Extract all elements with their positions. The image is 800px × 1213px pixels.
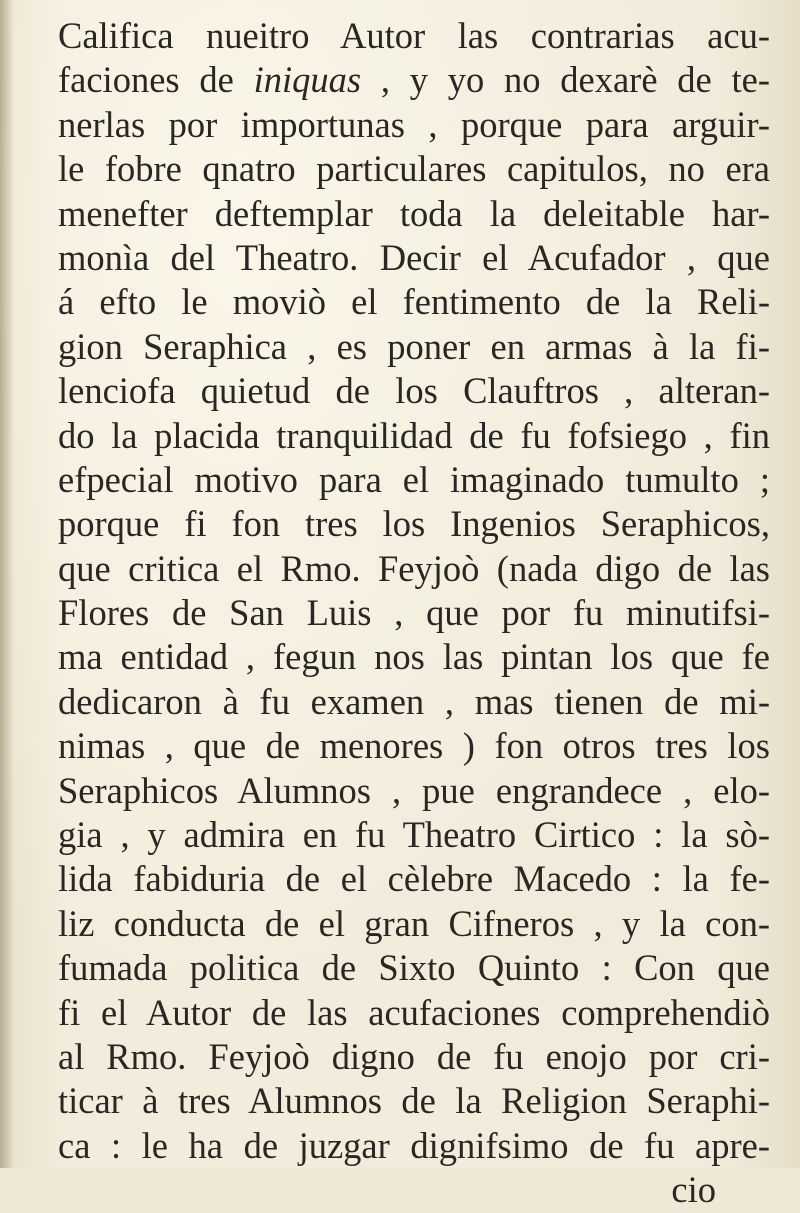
text-line: fi el Autor de las acufaciones comprehendiò xyxy=(58,991,770,1033)
text-line: ticar à tres Alumnos de la Religion Seraphi- xyxy=(58,1080,770,1122)
text-line: efpecial motivo para el imaginado tumulto ; xyxy=(58,458,770,500)
italic-word: iniquas xyxy=(253,59,362,101)
text-line: lenciofa quietud de los Clauftros , alteran- xyxy=(58,370,770,412)
text-line: Flores de San Luis , que por fu minutifsi- xyxy=(58,592,770,634)
catchword: cio xyxy=(671,1169,716,1211)
page-gutter-shadow xyxy=(0,0,14,1168)
text-line: Califica nueitro Autor las contrarias acu- xyxy=(58,15,770,56)
text-line: liz conducta de el gran Cifneros , y la con- xyxy=(58,902,770,944)
text-line: al Rmo. Feyjoò digno de fu enojo por cri- xyxy=(58,1035,770,1077)
text-line: ma entidad , fegun nos las pintan los que fe xyxy=(58,636,770,678)
text-line: á efto le moviò el fentimento de la Reli- xyxy=(58,281,770,323)
text-line: monìa del Theatro. Decir el Acufador , que xyxy=(58,236,770,278)
text-line: gia , y admira en fu Theatro Cirtico : la sò- xyxy=(58,814,770,856)
text-line: le fobre qnatro particulares capitulos, no era xyxy=(58,148,770,190)
page-text-block xyxy=(58,14,770,1213)
text-line: lida fabiduria de el cèlebre Macedo : la fe- xyxy=(58,858,770,900)
text-line: Seraphicos Alumnos , pue engrandece , elo- xyxy=(58,769,770,811)
text-line: nimas , que de menores ) fon otros tres los xyxy=(58,725,770,767)
text-line: dedicaron à fu examen , mas tienen de mi- xyxy=(58,680,770,722)
text-line: nerlas por importunas , porque para arguir- xyxy=(58,103,770,145)
text-line: que critica el Rmo. Feyjoò (nada digo de las xyxy=(58,547,770,589)
text-line: do la placida tranquilidad de fu fofsiego , fin xyxy=(58,414,770,456)
text-line: fumada politica de Sixto Quinto : Con que xyxy=(58,947,770,989)
text-line-start: faciones de xyxy=(58,59,254,101)
text-line: porque fi fon tres los Ingenios Seraphicos, xyxy=(58,503,770,545)
text-line xyxy=(58,58,770,102)
text-line: gion Seraphica , es poner en armas à la fi- xyxy=(58,325,770,367)
text-line-end: , y yo no dexarè de te- xyxy=(361,59,770,101)
text-line: ca : le ha de juzgar dignifsimo de fu apre- xyxy=(58,1124,770,1166)
text-line: menefter deftemplar toda la deleitable har- xyxy=(58,192,770,234)
